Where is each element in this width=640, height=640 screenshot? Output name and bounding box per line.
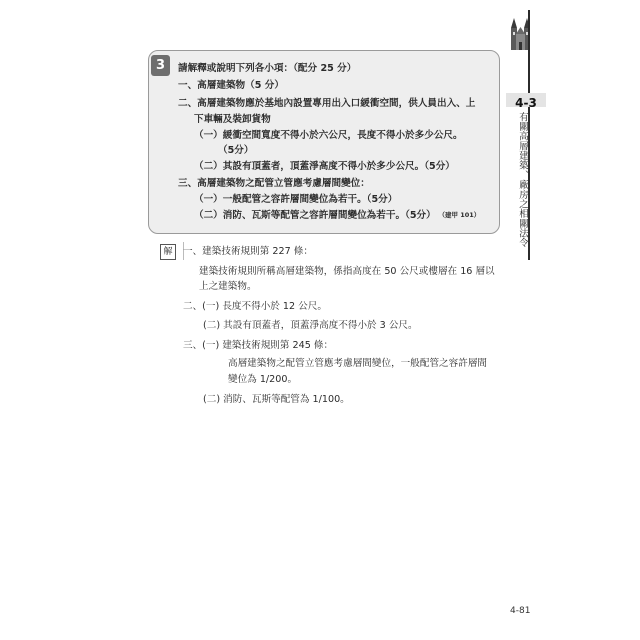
question-number: 3 [151,55,170,76]
answer-line-3: 上之建築物。 [199,281,257,292]
answer-line-1: 一、建築技術規則第 227 條： [183,246,313,257]
answer-line-5: (二) 其設有頂蓋者，頂蓋淨高度不得小於 3 公尺。 [203,320,418,331]
question-item-2: 二、高層建築物應於基地內設置專用出入口緩衝空間，供人員出入、上 [178,98,476,109]
question-item-2-2: （二）其設有頂蓋者，頂蓋淨高度不得小於多少公尺。（5分） [194,161,455,172]
chapter-title: 有關高層建築、廠房之相關法令 [517,112,528,248]
question-item-1: 一、高層建築物（5 分） [178,80,284,91]
question-item-2-1: （一）緩衝空間寬度不得小於六公尺，長度不得小於多少公尺。 [194,130,463,141]
question-box [148,50,500,234]
page-number: 4-81 [510,606,531,616]
answer-line-7: 高層建築物之配管立管應考慮層間變位，一般配管之容許層間 [228,358,488,369]
question-item-3-2 [194,209,480,222]
source-tag: （建甲 101） [441,211,481,219]
question-item-2-cont: 下車輛及裝卸貨物 [194,114,271,125]
question-item-2-1-score: （5分） [218,145,254,156]
answer-line-2: 建築技術規則所稱高層建築物，係指高度在 50 公尺或樓層在 16 層以 [199,266,495,277]
question-item-3: 三、高層建築物之配管立管應考慮層間變位： [178,178,370,189]
answer-icon: 解 [160,244,176,260]
question-item-3-1: （一）一般配管之容許層間變位為若干。（5分） [194,194,398,205]
answer-line-9: (二) 消防、瓦斯等配管為 1/100。 [203,394,350,405]
answer-line-6: 三、(一) 建築技術規則第 245 條： [183,340,334,351]
castle-icon [508,16,534,52]
answer-line-8: 變位為 1/200。 [228,374,298,385]
question-item-3-2-text: （二）消防、瓦斯等配管之容許層間變位為若干。（5分） [194,210,436,221]
answer-line-4: 二、(一) 長度不得小於 12 公尺。 [183,301,327,312]
chapter-number: 4-3 [515,96,537,110]
question-prompt: 請解釋或說明下列各小項：（配分 25 分） [178,63,357,74]
